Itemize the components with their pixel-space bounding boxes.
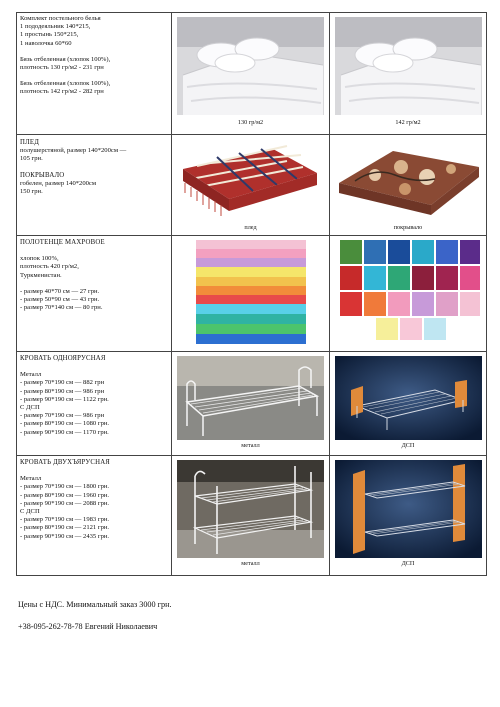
image-caption: покрывало xyxy=(393,224,423,231)
text-line: - размер 90*190 см — 2435 грн. xyxy=(20,532,110,540)
text-line: Комплект постельного белья xyxy=(20,15,101,22)
text-line: гобелен, размер 140*200см xyxy=(20,179,97,187)
table-row xyxy=(17,236,487,352)
image-caption: металл xyxy=(241,442,260,449)
text-line: - размер 90*190 см — 2088 грн. xyxy=(20,499,110,507)
text-line: Металл xyxy=(20,371,42,379)
table-row xyxy=(17,352,487,456)
text-line: - размер 50*90 см — 43 грн. xyxy=(20,296,100,304)
towel-image-cell xyxy=(172,236,330,352)
text-line: Бязь отбеленная (хлопок 100%), xyxy=(20,55,111,63)
tapestry-bedspread-photo xyxy=(335,139,482,221)
table-row xyxy=(17,135,487,236)
white-bedding-photo xyxy=(177,17,324,115)
metal-single-bed-photo xyxy=(177,356,324,440)
text-line: - размер 70*140 см — 80 грн. xyxy=(20,304,103,312)
bunk-bed-chipboard-cell xyxy=(330,456,487,576)
text-line: хлопок 100%, xyxy=(20,255,59,263)
text-line: 1 наволочка 60*60 xyxy=(20,39,72,47)
text-line: - размер 70*190 см — 1800 грн. xyxy=(20,483,110,491)
contact-phone: +38-095-262-78-78 Евгений Николаевич xyxy=(18,622,158,631)
bunk-bed-description xyxy=(17,456,172,576)
text-line: - размер 90*190 см — 1122 грн. xyxy=(20,395,109,403)
plaid-image-cell xyxy=(172,135,330,236)
text-line: - размер 70*190 см — 986 грн xyxy=(20,412,105,420)
towel-description xyxy=(17,236,172,352)
text-line: 105 грн. xyxy=(20,155,43,163)
image-caption: ДСП xyxy=(401,442,415,449)
bedding-image-cell xyxy=(330,13,487,135)
towel-samples-cell xyxy=(330,236,487,352)
image-caption: 142 гр/м2 xyxy=(395,119,421,126)
price-table xyxy=(16,12,487,576)
bedspread-image-cell xyxy=(330,135,487,236)
metal-bunk-bed-photo xyxy=(177,460,324,558)
section-heading: КРОВАТЬ ОДНОЯРУСНАЯ xyxy=(20,355,106,362)
text-line: - размер 70*190 см — 1983 грн. xyxy=(20,516,110,524)
text-line: Туркменистан. xyxy=(20,271,62,279)
chipboard-bunk-bed-render xyxy=(335,460,482,558)
bedding-image-cell xyxy=(172,13,330,135)
text-line: Бязь отбеленная (хлопок 100%), xyxy=(20,80,111,88)
text-line: - размер 80*190 см — 1960 грн. xyxy=(20,491,110,499)
bunk-bed-metal-cell xyxy=(172,456,330,576)
image-caption: 130 гр/м2 xyxy=(237,119,264,126)
plaid-blanket-photo xyxy=(177,139,324,221)
towel-color-samples-photo xyxy=(336,240,481,344)
section-heading: ПОКРЫВАЛО xyxy=(20,171,65,179)
text-line: С ДСП xyxy=(20,404,40,412)
text-line: С ДСП xyxy=(20,508,40,516)
section-heading: КРОВАТЬ ДВУХЪЯРУСНАЯ xyxy=(20,459,111,466)
text-line: - размер 90*190 см — 1170 грн. xyxy=(20,428,109,436)
chipboard-single-bed-render xyxy=(335,356,482,440)
single-bed-description xyxy=(17,352,172,456)
stacked-towels-photo xyxy=(196,240,306,344)
image-caption: плед xyxy=(244,224,257,231)
bedding-description xyxy=(17,13,172,135)
single-bed-metal-cell xyxy=(172,352,330,456)
text-line: - размер 70*190 см — 882 грн xyxy=(20,379,105,387)
text-line: - размер 80*190 см — 986 грн xyxy=(20,387,105,395)
text-line: плотность 420 гр/м2, xyxy=(20,263,79,271)
plaid-description xyxy=(17,135,172,236)
text-line: Металл xyxy=(20,475,42,483)
text-line: плотность 142 гр/м2 - 282 грн xyxy=(20,88,104,96)
table-row xyxy=(17,456,487,576)
white-bedding-photo xyxy=(335,17,482,115)
text-line: 150 грн. xyxy=(20,188,43,196)
text-line: полушерстяной, размер 140*200см — xyxy=(20,147,127,155)
image-caption: металл xyxy=(241,560,260,567)
text-line: - размер 80*190 см — 1080 грн. xyxy=(20,420,110,428)
section-heading: ПЛЕД xyxy=(20,139,40,146)
section-heading: ПОЛОТЕНЦЕ МАХРОВОЕ xyxy=(20,239,105,246)
text-line: плотность 130 гр/м2 - 231 грн xyxy=(20,64,104,72)
text-line: - размер 80*190 см — 2121 грн. xyxy=(20,524,110,532)
image-caption: ДСП xyxy=(401,560,415,567)
table-row xyxy=(17,13,487,135)
prices-note: Цены с НДС. Минимальный заказ 3000 грн. xyxy=(18,600,172,609)
single-bed-chipboard-cell xyxy=(330,352,487,456)
text-line: 1 пододеяльник 140*215, xyxy=(20,23,91,31)
text-line: 1 простынь 150*215, xyxy=(20,31,79,39)
text-line: - размер 40*70 см — 27 грн. xyxy=(20,287,100,295)
